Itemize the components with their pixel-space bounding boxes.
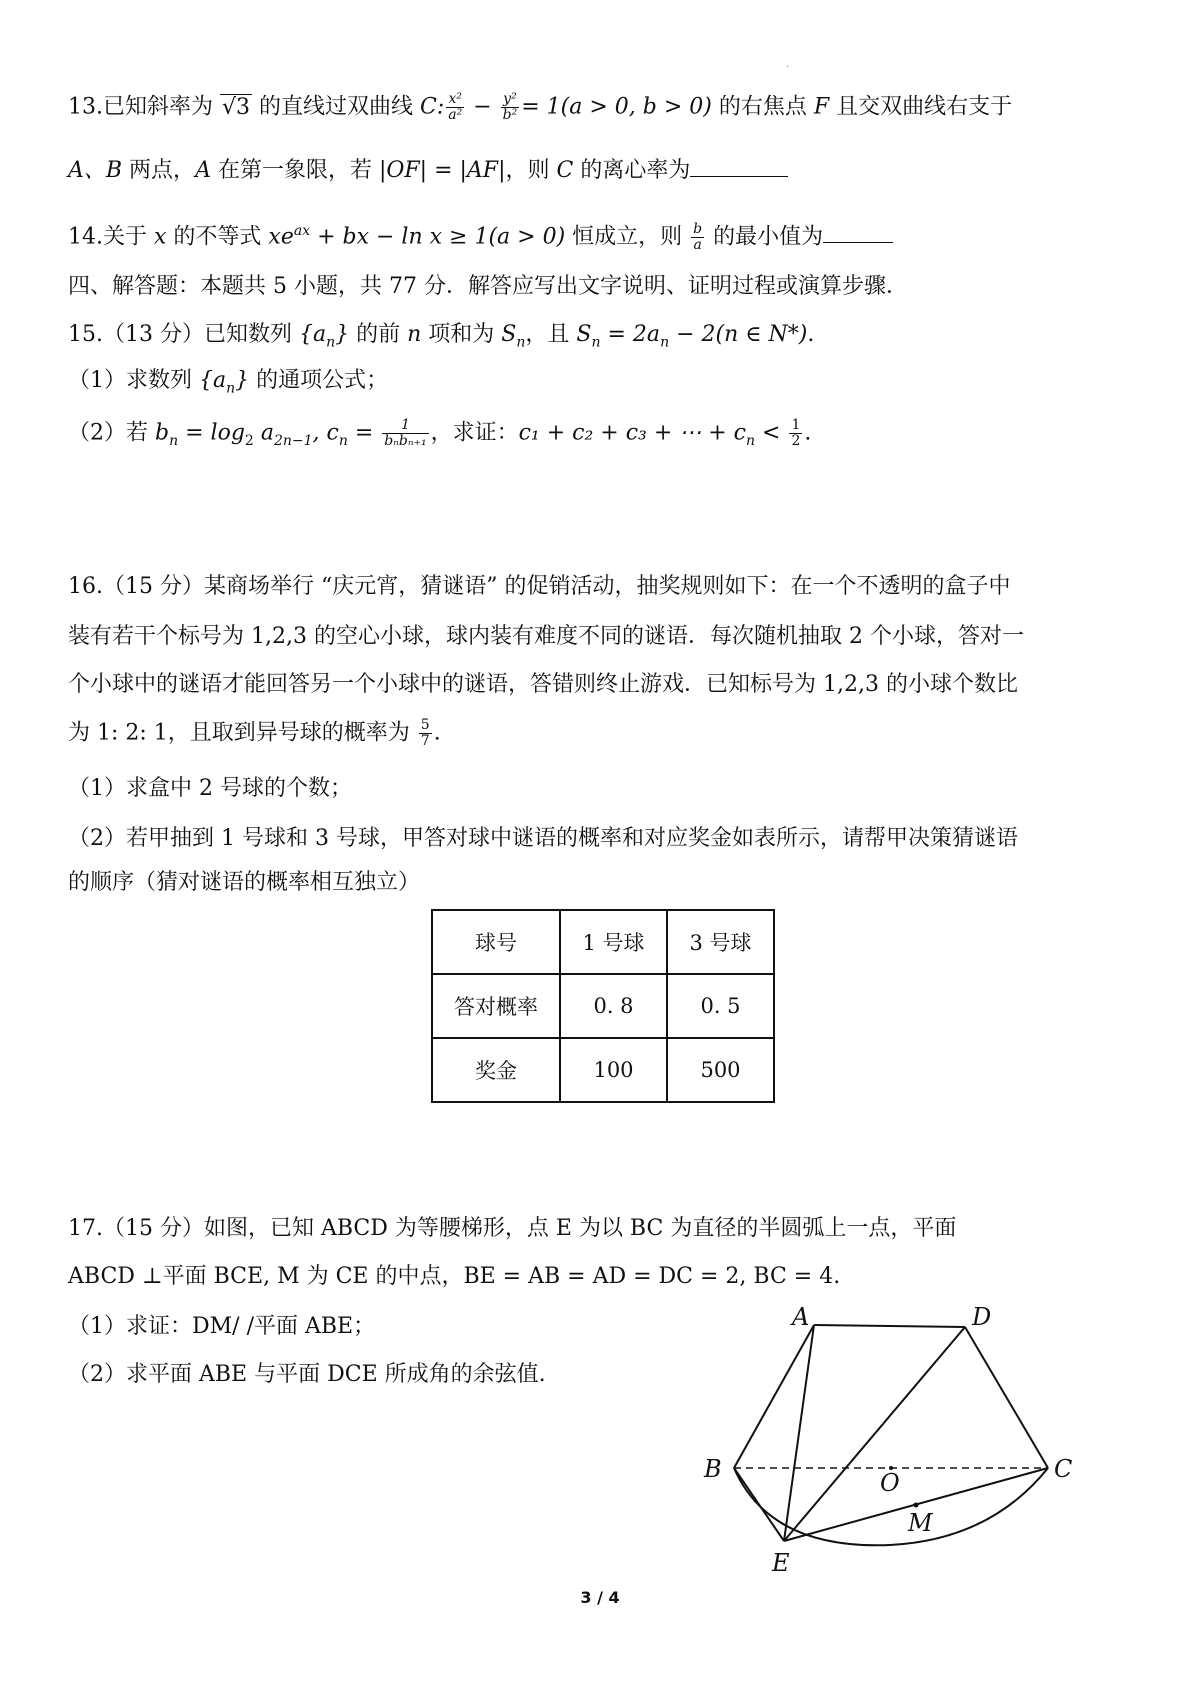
q15-sub: n — [746, 432, 756, 449]
page-number: 3 / 4 — [580, 1588, 620, 1607]
q15-part2 — [68, 418, 811, 456]
q14-text: 恒成立，则 — [565, 224, 690, 250]
q14-frac-b-over-a: $\frac{b}{a}$ — [693, 220, 703, 253]
edge-ad — [814, 1325, 965, 1327]
table-cell: 答对概率 — [432, 974, 560, 1038]
q14-inequality: xe — [268, 224, 294, 250]
section-4-heading: 四、解答题：本题共 5 小题，共 77 分．解答应写出文字说明、证明过程或演算步骤． — [68, 274, 908, 299]
q15-seq: {a — [298, 322, 327, 347]
q14-text: 14.关于 — [68, 224, 154, 250]
table-cell: 100 — [560, 1038, 667, 1102]
q16-frac-5-7: $\frac{5}{7}$ — [420, 717, 430, 749]
q15-seq-close: } — [335, 322, 350, 347]
table-row — [432, 974, 774, 1038]
edge-ed — [784, 1327, 965, 1541]
q13-focus: F — [813, 94, 830, 120]
q13-frac-y: $\frac{\text{y²}}{\text{b²}}$ — [502, 91, 518, 123]
q14-var: x — [153, 224, 167, 250]
edge-dc — [965, 1327, 1048, 1468]
q14-text: 的不等式 — [166, 224, 269, 250]
stray-dot: · — [786, 62, 790, 73]
label-d: D — [972, 1305, 992, 1331]
q15-text: 的通项公式； — [249, 368, 389, 393]
label-m: M — [908, 1509, 933, 1537]
q17-part2: （2）求平面 ABE 与平面 DCE 所成角的余弦值. — [68, 1362, 546, 1387]
q15-sub-2n-1: 2n−1 — [273, 432, 313, 449]
table-row — [432, 910, 774, 974]
q15-period: . — [804, 420, 812, 446]
q16-period: . — [433, 720, 441, 746]
q15-sub: n — [326, 334, 336, 351]
q14-text: 的最小值为 — [706, 224, 824, 250]
table-cell: 500 — [667, 1038, 774, 1102]
q15-log: = log — [178, 420, 245, 446]
table-cell: 1 号球 — [560, 910, 667, 974]
q15-sub: n — [338, 432, 348, 449]
q13-text: 13.已知斜率为 — [68, 94, 220, 120]
q13-line1: 13.已知斜率为 √3 的直线过双曲线 C: $\frac{\text{x²}}{\text{a²}}$ − $\frac{\text{y²}}{\text{b²}}$ = 1(a > 0, b > 0) 的右焦点 F 且交双曲线右支于 — [68, 91, 1013, 123]
table-row — [432, 1038, 774, 1102]
q15-line1 — [68, 320, 814, 357]
q13-text: 在第一象限，若 — [210, 158, 379, 183]
q15-text: 项和为 — [421, 322, 502, 347]
geometry-figure — [690, 1305, 1090, 1575]
q14-answer-blank[interactable] — [823, 222, 893, 243]
q15-seq-close: } — [235, 368, 250, 393]
q15-text: 15.（13 分）已知数列 — [68, 322, 299, 347]
q13-sqrt3: √3 — [221, 94, 250, 120]
q15-eq: = — [347, 420, 381, 446]
q13-line2 — [68, 156, 788, 186]
table-cell: 0. 5 — [667, 974, 774, 1038]
q13-point-a: A — [195, 158, 211, 183]
q15-part1 — [68, 366, 388, 403]
q15-text: ，且 — [525, 322, 577, 347]
q13-text: 的离心率为 — [573, 158, 691, 183]
q17-line2: ABCD ⊥平面 BCE, M 为 CE 的中点，BE = AB = AD = DC = 2, BC = 4. — [68, 1264, 841, 1289]
q13-text: 且交双曲线右支于 — [829, 94, 1013, 120]
q14-line — [68, 216, 893, 253]
q15-sub: n — [591, 334, 601, 351]
edge-ab — [734, 1325, 814, 1468]
q15-lt: < — [755, 420, 788, 446]
q15-text: （1）求数列 — [68, 368, 199, 393]
q16-line4 — [68, 718, 441, 749]
q13-equation: = 1(a > 0, b > 0) — [521, 94, 712, 120]
q13-curve-c: C — [556, 158, 574, 183]
q13-text: 两点， — [122, 158, 196, 183]
q14-exponent: ax — [293, 223, 311, 239]
edge-ea — [784, 1325, 814, 1541]
q15-bn: b — [155, 420, 170, 446]
q13-frac-x: $\frac{\text{x²}}{\text{a²}}$ — [448, 91, 463, 123]
q13-text: 的右焦点 — [711, 94, 814, 120]
table-cell: 球号 — [432, 910, 560, 974]
q13-text: 的直线过双曲线 — [252, 94, 420, 120]
q15-frac-half: $\frac{1}{2}$ — [791, 417, 801, 449]
q15-sum: c₁ + c₂ + c₃ + ⋯ + c — [518, 420, 747, 446]
label-o: O — [880, 1469, 900, 1497]
q13-condition: |OF| = |AF| — [378, 158, 506, 183]
q17-part1: （1）求证：DM/ /平面 ABE； — [68, 1314, 376, 1339]
table-cell: 0. 8 — [560, 974, 667, 1038]
q15-cn: , c — [312, 420, 339, 446]
q15-a: a — [253, 420, 274, 446]
q17-line1: 17.（15 分）如图，已知 ABCD 为等腰梯形，点 E 为以 BC 为直径的半圆弧上一点，平面 — [68, 1216, 957, 1241]
q14-inequality-rest: + bx − ln x ≥ 1(a > 0) — [310, 224, 566, 250]
q15-eq-rest: − 2(n ∈ N*). — [669, 322, 815, 347]
label-a: A — [792, 1305, 810, 1331]
q15-text: （2）若 — [68, 420, 155, 446]
q16-part1: （1）求盒中 2 号球的个数； — [68, 776, 352, 801]
q16-line1: 16.（15 分）某商场举行 “庆元宵，猜谜语” 的促销活动，抽奖规则如下：在一个不透明的盒子中 — [68, 574, 1011, 599]
q15-text: ，求证： — [430, 420, 519, 446]
q15-sub: n — [516, 334, 526, 351]
prize-table — [431, 909, 775, 1103]
q15-seq: {a — [199, 368, 227, 393]
q16-text: 为 1: 2: 1，且取到异号球的概率为 — [68, 720, 417, 746]
q15-sub: n — [226, 380, 236, 397]
q15-frac-cn: $\frac{1}{\text{bₙbₙ₊₁}}$ — [384, 417, 427, 449]
label-e: E — [772, 1549, 790, 1575]
q16-part2-line1: （2）若甲抽到 1 号球和 3 号球，甲答对球中谜语的概率和对应奖金如表所示，请帮甲决策猜谜语 — [68, 826, 1018, 851]
point-m — [914, 1503, 919, 1508]
q15-sn: S — [576, 322, 592, 347]
edge-eb — [734, 1468, 784, 1541]
label-b: B — [704, 1455, 722, 1483]
q13-curve-name: C: — [420, 94, 445, 120]
label-c: C — [1054, 1455, 1073, 1483]
q16-line2: 装有若干个标号为 1,2,3 的空心小球，球内装有难度不同的谜语．每次随机抽取 2 个小球，答对一 — [68, 624, 1024, 649]
table-cell: 3 号球 — [667, 910, 774, 974]
table-cell: 奖金 — [432, 1038, 560, 1102]
q16-line3: 个小球中的谜语才能回答另一个小球中的谜语，答错则终止游戏．已知标号为 1,2,3 的小球个数比 — [68, 672, 1018, 697]
q13-text: ，则 — [505, 158, 557, 183]
q16-part2-line2: 的顺序（猜对谜语的概率相互独立） — [68, 870, 421, 895]
q13-answer-blank[interactable] — [690, 156, 788, 177]
q15-eq: = 2a — [600, 322, 661, 347]
q13-points: A、B — [68, 158, 123, 183]
q15-n: n — [407, 322, 422, 347]
q15-sub: n — [660, 334, 670, 351]
q15-text: 的前 — [349, 322, 408, 347]
q15-log-base: 2 — [244, 432, 254, 449]
q15-sub: n — [169, 432, 179, 449]
q15-sn: S — [501, 322, 517, 347]
